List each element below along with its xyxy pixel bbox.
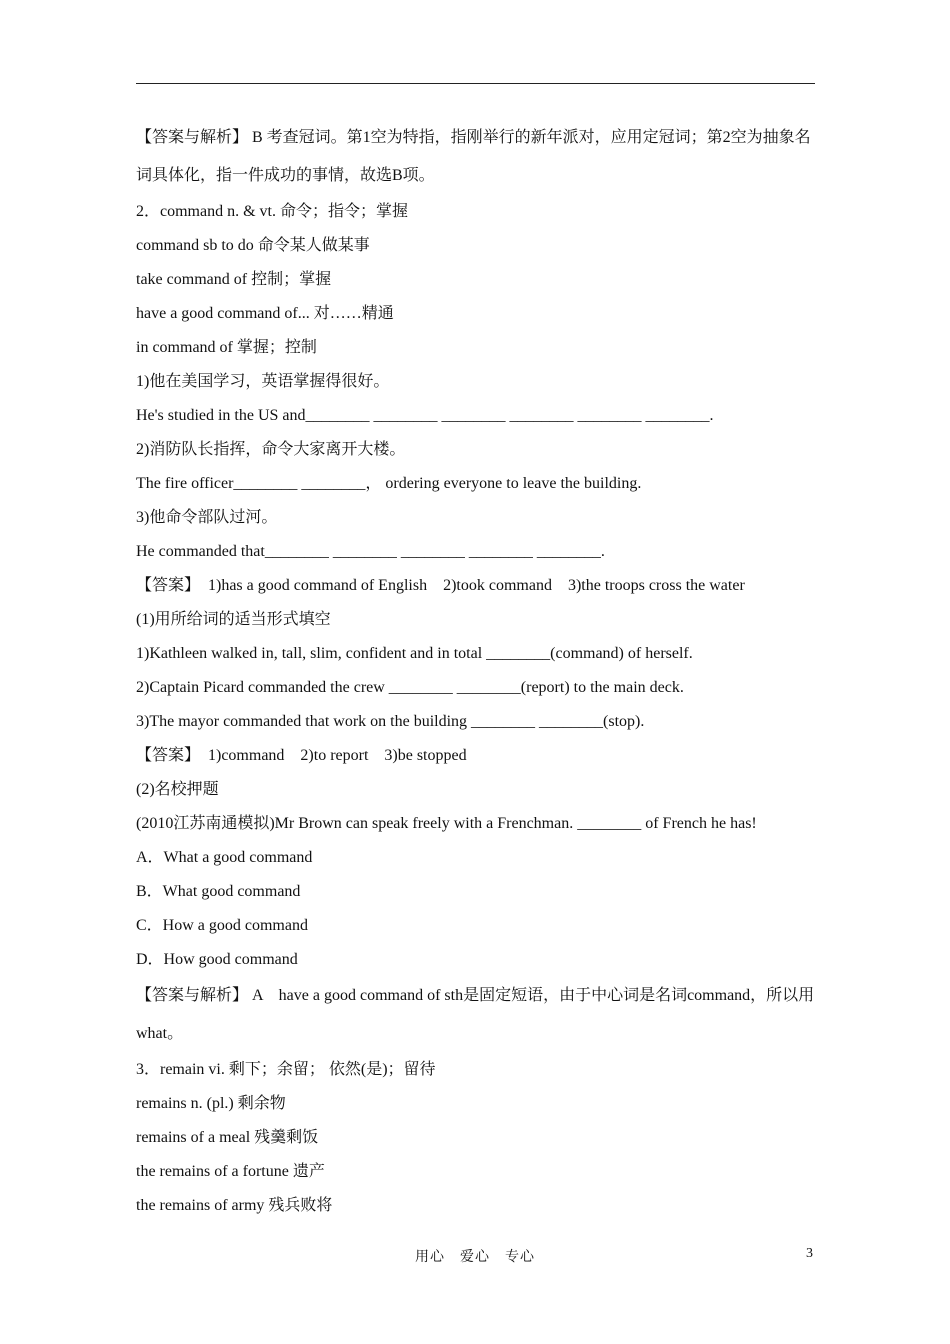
option-a: A．What a good command xyxy=(136,849,313,866)
exercise-blank: He commanded that________ ________ ________ ________ ________. xyxy=(136,543,605,560)
document-body xyxy=(136,119,816,1223)
question-stem: (2010江苏南通模拟)Mr Brown can speak freely with a Frenchman. ________ of French he has! xyxy=(136,815,757,832)
entry-command: 2．command n. & vt. 命令；指令；掌握 xyxy=(136,203,408,220)
phrase-line: remains of a meal 残羹剩饭 xyxy=(136,1129,319,1146)
option-b: B．What good command xyxy=(136,883,301,900)
exercise-blank: The fire officer________ ________， ordering everyone to leave the building. xyxy=(136,475,642,492)
header-rule xyxy=(136,83,815,84)
answer-line: 【答案】 1)command 2)to report 3)be stopped xyxy=(136,747,467,764)
exercise-prompt: 2)消防队长指挥，命令大家离开大楼。 xyxy=(136,441,406,458)
entry-remain: 3．remain vi. 剩下；余留； 依然(是)；留待 xyxy=(136,1061,436,1078)
page-number: 3 xyxy=(806,1246,813,1261)
answer-analysis-2: 【答案与解析】 A have a good command of sth是固定短语，由于中心词是名词command，所以用what。 xyxy=(136,987,815,1042)
exercise-prompt: 3)他命令部队过河。 xyxy=(136,509,278,526)
section-heading: (2)名校押题 xyxy=(136,781,219,798)
phrase-line: take command of 控制；掌握 xyxy=(136,271,332,288)
option-d: D．How good command xyxy=(136,951,298,968)
section-heading: (1)用所给词的适当形式填空 xyxy=(136,611,331,628)
phrase-line: command sb to do 命令某人做某事 xyxy=(136,237,370,254)
phrase-line: the remains of army 残兵败将 xyxy=(136,1197,333,1214)
phrase-line: in command of 掌握；控制 xyxy=(136,339,317,356)
page-footer: 用心 爱心 专心 xyxy=(415,1250,535,1265)
answer-analysis-1: 【答案与解析】 B 考查冠词。第1空为特指，指刚举行的新年派对，应用定冠词；第2空为抽象名词具体化，指一件成功的事情，故选B项。 xyxy=(136,129,811,184)
phrase-line: remains n. (pl.) 剩余物 xyxy=(136,1095,286,1112)
option-c: C．How a good command xyxy=(136,917,308,934)
exercise-prompt: 1)他在美国学习，英语掌握得很好。 xyxy=(136,373,390,390)
exercise-blank: 1)Kathleen walked in, tall, slim, confident and in total ________(command) of herself. xyxy=(136,645,693,662)
phrase-line: the remains of a fortune 遗产 xyxy=(136,1163,325,1180)
exercise-blank: 2)Captain Picard commanded the crew ________ ________(report) to the main deck. xyxy=(136,679,684,696)
answer-line: 【答案】 1)has a good command of English 2)took command 3)the troops cross the water xyxy=(136,577,745,594)
exercise-blank: He's studied in the US and________ ________ ________ ________ ________ ________. xyxy=(136,407,714,424)
exercise-blank: 3)The mayor commanded that work on the building ________ ________(stop). xyxy=(136,713,645,730)
phrase-line: have a good command of... 对……精通 xyxy=(136,305,394,322)
